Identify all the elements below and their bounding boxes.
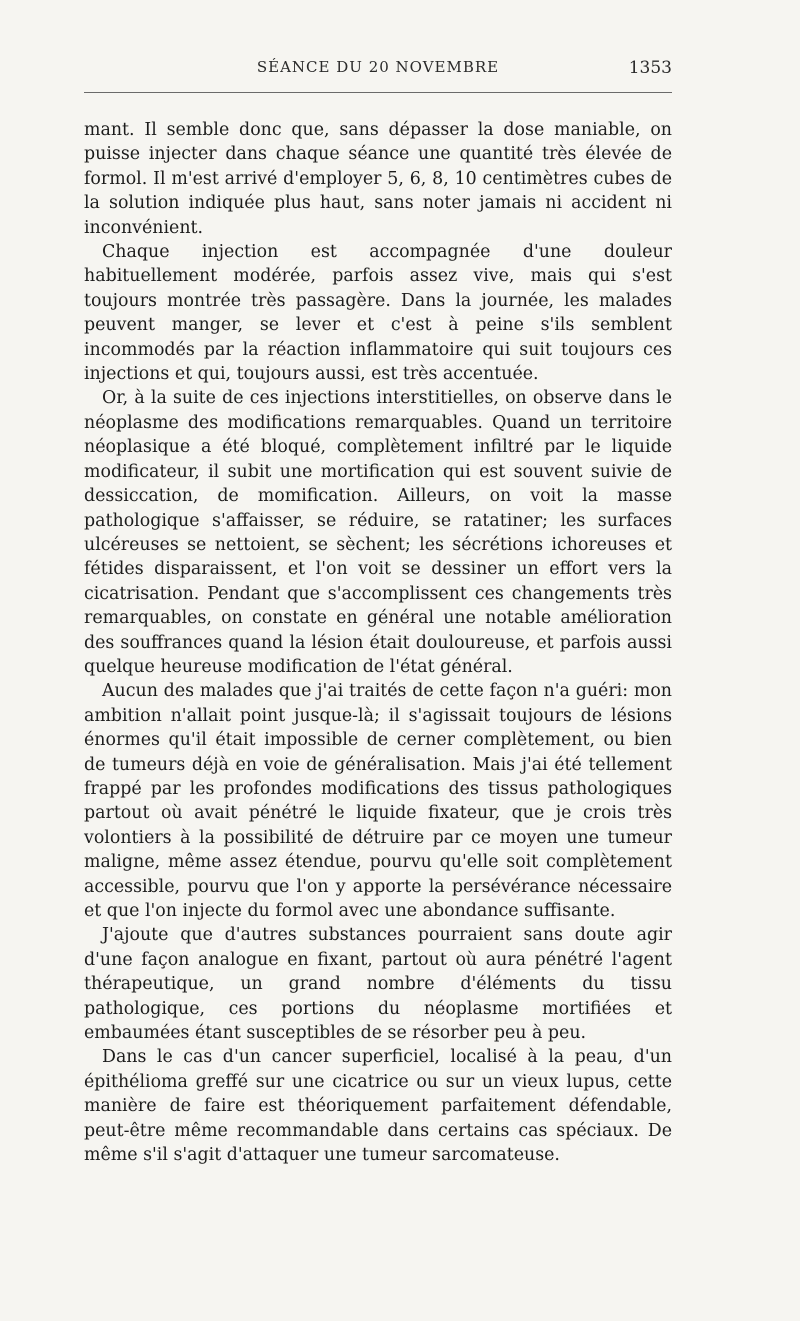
paragraph: J'ajoute que d'autres substances pourraient sans doute agir d'une façon analogue en fixant, partout où aura pénétré l'agent thérapeutique, un grand nombre d'éléments du tissu pathologique, ces portions du néoplasme mortifiées et embaumées étant susceptibles de se résorber peu à peu. — [84, 925, 672, 1044]
header-rule — [84, 92, 672, 93]
paragraph: Dans le cas d'un cancer superficiel, localisé à la peau, d'un épithélioma greffé sur une cicatrice ou sur un vieux lupus, cette manière de faire est théoriquement parfaitement défendable, peut-être même recommandable dans certains cas spéciaux. De même s'il s'agit d'attaquer une tumeur sarcomateuse. — [84, 1047, 672, 1166]
page-number: 1353 — [628, 58, 672, 78]
paragraph: Or, à la suite de ces injections interstitielles, on observe dans le néoplasme des modifications remarquables. Quand un territoire néoplasique a été bloqué, complètement infiltré par le liquide modificateur, il subit une mortification qui est souvent suivie de dessiccation, de momification. Ailleurs, on voit la masse pathologique s'affaisser, se réduire, se ratatiner; les surfaces ulcéreuses se nettoient, se sèchent; les sécrétions ichoreuses et fétides disparaissent, et l'on voit se dessiner un effort vers la cicatrisation. Pendant que s'accomplissent ces changements très remarquables, on constate en général une notable amélioration des souffrances quand la lésion était douloureuse, et parfois aussi quelque heureuse modification de l'état général. — [84, 388, 672, 677]
paragraph: mant. Il semble donc que, sans dépasser la dose maniable, on puisse injecter dans chaque séance une quantité très élevée de formol. Il m'est arrivé d'employer 5, 6, 8, 10 centimètres cubes de la solution indiquée plus haut, sans noter jamais ni accident ni inconvénient. — [84, 120, 672, 238]
running-title: SÉANCE DU 20 NOVEMBRE — [256, 58, 500, 76]
paragraph: Chaque injection est accompagnée d'une douleur habituellement modérée, parfois assez vive, mais qui s'est toujours montrée très passagère. Dans la journée, les malades peuvent manger, se lever et c'est à peine s'ils semblent incommodés par la réaction inflammatoire qui suit toujours ces injections et qui, toujours aussi, est très accentuée. — [84, 242, 672, 385]
page-header — [84, 58, 672, 88]
paragraph: Aucun des malades que j'ai traités de cette façon n'a guéri: mon ambition n'allait point jusque-là; il s'agissait toujours de lésions énormes qu'il était impossible de cerner complètement, ou bien de tumeurs déjà en voie de généralisation. Mais j'ai été tellement frappé par les profondes modifications des tissus pathologiques partout où avait pénétré le liquide fixateur, que je crois très volontiers à la possibilité de détruire par ce moyen une tumeur maligne, même assez étendue, pourvu qu'elle soit complètement accessible, pourvu que l'on y apporte la persévérance nécessaire et que l'on injecte du formol avec une abondance suffisante. — [84, 681, 672, 921]
body-text — [84, 118, 672, 1167]
